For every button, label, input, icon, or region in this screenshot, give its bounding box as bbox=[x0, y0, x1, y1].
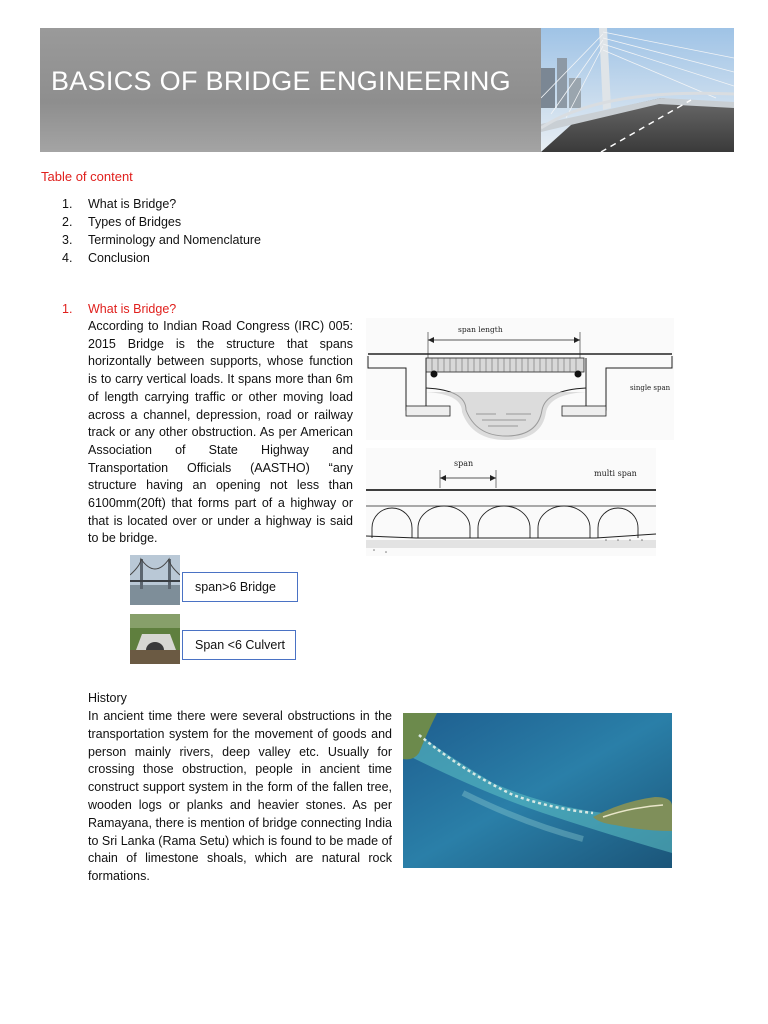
toc-item-types-of-bridges: 2. Types of Bridges bbox=[62, 215, 182, 229]
toc-item-conclusion: 4. Conclusion bbox=[62, 251, 150, 265]
rama-setu-satellite-image bbox=[403, 713, 672, 868]
history-body-text: In ancient time there were several obstructions in the transportation system for the movement of goods and person mainly rivers, deep valley etc. Usually for crossing those obstruction, people in ancient time construct support system in the form of the fallen tree, wooden logs or planks and heavier stones. As per Ramayana, there is mention of bridge connecting India to Sri Lanka (Rama Setu) which is found to be made of chain of limestone shoals, which are natural rock formations. bbox=[88, 709, 392, 884]
span-bridge-box: span>6 Bridge bbox=[182, 572, 298, 602]
single-span-label: single span bbox=[630, 384, 671, 392]
multi-span-diagram bbox=[366, 448, 656, 556]
section-body-text: According to Indian Road Congress (IRC) 005: 2015 Bridge is the structure that spans horizontally between supports, whose function is to carry vertical loads. It spans more than 6m of length carrying traffic or other moving load across a channel, depression, road or railway track or any other obstruction. As per American Association of State Highway and Transportation Officials (AASTHO) “any structure having an opening not less than 6100mm(20ft) that forms part of a highway or that is located over or under a highway is said to be bridge. bbox=[88, 319, 353, 546]
span-label: span bbox=[454, 459, 474, 468]
page-title: BASICS OF BRIDGE ENGINEERING bbox=[51, 66, 511, 96]
bridge-thumbnail bbox=[130, 555, 180, 605]
toc-heading: Table of content bbox=[41, 169, 133, 184]
culvert-thumbnail bbox=[130, 614, 180, 664]
toc-item-terminology: 3. Terminology and Nomenclature bbox=[62, 233, 262, 247]
cable-stayed-bridge-photo bbox=[541, 28, 734, 152]
span-length-label: span length bbox=[458, 325, 503, 334]
span-culvert-box: Span <6 Culvert bbox=[182, 630, 296, 660]
history-heading: History bbox=[88, 691, 127, 705]
section-heading-what-is-bridge: 1. What is Bridge? bbox=[62, 302, 177, 316]
single-span-diagram bbox=[366, 318, 674, 440]
toc-item-what-is-bridge: 1. What is Bridge? bbox=[62, 197, 177, 211]
multi-span-label: multi span bbox=[594, 469, 637, 478]
